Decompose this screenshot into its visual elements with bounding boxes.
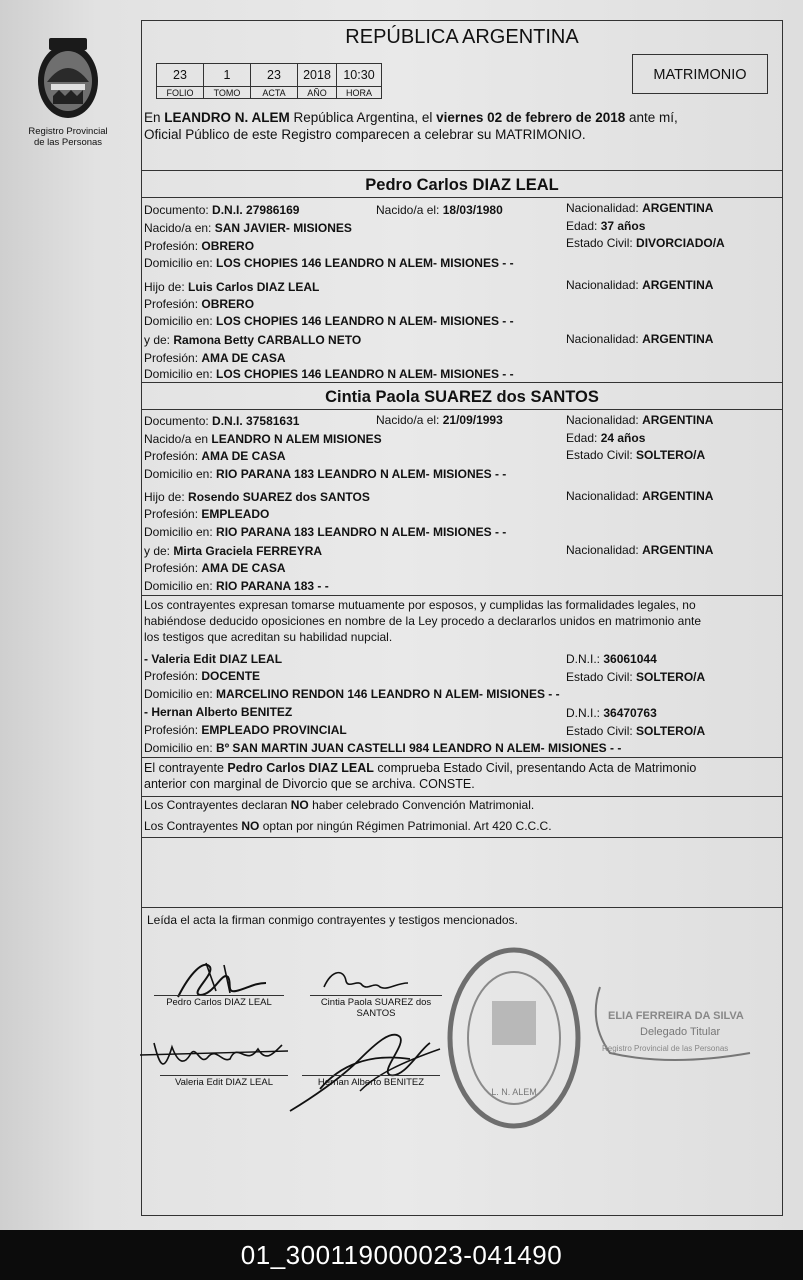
- bride-name-title: Cintia Paola SUAREZ dos SANTOS: [325, 388, 599, 406]
- groom-civil-status: Estado Civil: DIVORCIADO/A: [566, 236, 725, 250]
- groom-name-title: Pedro Carlos DIAZ LEAL: [365, 176, 559, 194]
- bride-birthdate: Nacido/a el: 21/09/1993: [376, 413, 503, 427]
- divider: [142, 837, 782, 838]
- bride-civil-status: Estado Civil: SOLTERO/A: [566, 448, 706, 462]
- declaration-line-2: habiéndose deducido oposiciones en nombre de la Ley procedo a declararlos unidos en matrimonio ante: [144, 614, 702, 628]
- groom-mother-nationality: Nacionalidad: ARGENTINA: [566, 332, 714, 346]
- witness-1-name: - Valeria Edit DIAZ LEAL: [144, 652, 283, 666]
- official-seal-stamp: [444, 945, 584, 1131]
- groom-document: Documento: D.N.I. 27986169: [144, 203, 300, 217]
- official-oval-stamp: [580, 967, 780, 1067]
- bride-mother-nationality: Nacionalidad: ARGENTINA: [566, 543, 714, 557]
- witness-2-profession: Profesión: EMPLEADO PROVINCIAL: [144, 723, 347, 737]
- tomo-value: 1: [204, 64, 251, 87]
- witness-1-address: Domicilio en: MARCELINO RENDON 146 LEANDRO N ALEM- MISIONES - -: [144, 687, 560, 701]
- signature-label-bride: Cintia Paola SUAREZ dos SANTOS: [320, 997, 432, 1019]
- folio-label: FOLIO: [157, 87, 204, 99]
- signature-label-groom: Pedro Carlos DIAZ LEAL: [166, 997, 272, 1008]
- bride-birthplace: Nacido/a en LEANDRO N ALEM MISIONES: [144, 432, 382, 446]
- logo-caption-line2: de las Personas: [33, 137, 103, 148]
- bride-nationality: Nacionalidad: ARGENTINA: [566, 413, 714, 427]
- year-value: 2018: [298, 64, 337, 87]
- witness-2-name: - Hernan Alberto BENITEZ: [144, 705, 293, 719]
- groom-mother-profession: Profesión: AMA DE CASA: [144, 351, 286, 365]
- divider: [142, 409, 782, 410]
- intro-place: LEANDRO N. ALEM: [164, 110, 290, 125]
- witness-1-profession: Profesión: DOCENTE: [144, 669, 261, 683]
- witness-2-address: Domicilio en: Bº SAN MARTIN JUAN CASTELLI 984 LEANDRO N ALEM- MISIONES - -: [144, 741, 622, 755]
- witness-2-civil-status: Estado Civil: SOLTERO/A: [566, 724, 706, 738]
- intro-line-2: Oficial Público de este Registro comparecen a celebrar su MATRIMONIO.: [144, 127, 586, 142]
- divider: [142, 197, 782, 198]
- convention-statement: Los Contrayentes declaran NO haber celebrado Convención Matrimonial.: [144, 798, 535, 812]
- divider: [142, 382, 782, 383]
- bride-mother-address: Domicilio en: RIO PARANA 183 - -: [144, 579, 329, 593]
- divider: [142, 796, 782, 797]
- groom-father-nationality: Nacionalidad: ARGENTINA: [566, 278, 714, 292]
- groom-mother-address: Domicilio en: LOS CHOPIES 146 LEANDRO N ALEM- MISIONES - -: [144, 367, 514, 381]
- witness-1-dni: D.N.I.: 36061044: [566, 652, 657, 666]
- marriage-record-form: [141, 20, 783, 1216]
- bride-document: Documento: D.N.I. 37581631: [144, 414, 300, 428]
- groom-father: Hijo de: Luis Carlos DIAZ LEAL: [144, 280, 320, 294]
- signature-line-witness-1: [160, 1075, 288, 1076]
- acta-value: 23: [251, 64, 298, 87]
- divider: [142, 595, 782, 596]
- signature-line-groom: [154, 995, 284, 996]
- intro-text-1: En: [144, 110, 165, 125]
- groom-birthdate: Nacido/a el: 18/03/1980: [376, 203, 503, 217]
- witness-2-dni: D.N.I.: 36470763: [566, 706, 657, 720]
- signature-witness-2-ink: [280, 1019, 460, 1119]
- civil-status-note: El contrayente Pedro Carlos DIAZ LEAL comprueba Estado Civil, presentando Acta de Matrimonio anterior con marginal de Divorcio que se archiva. CONSTE.: [144, 760, 780, 792]
- note-line-2: anterior con marginal de Divorcio que se archiva. CONSTE.: [144, 777, 475, 791]
- signature-label-witness-1: Valeria Edit DIAZ LEAL: [174, 1077, 274, 1088]
- declaration-line-1: Los contrayentes expresan tomarse mutuamente por esposos, y cumplidas las formalidades legales, no: [144, 598, 696, 612]
- province-shield-icon: [35, 34, 101, 124]
- divider: [142, 907, 782, 908]
- bride-profession: Profesión: AMA DE CASA: [144, 449, 286, 463]
- bride-mother: y de: Mirta Graciela FERREYRA: [144, 544, 323, 558]
- intro-text-2: República Argentina, el: [289, 110, 437, 125]
- svg-text:ELIA FERREIRA DA SILVA: ELIA FERREIRA DA SILVA: [608, 1010, 744, 1022]
- bride-father-profession: Profesión: EMPLEADO: [144, 507, 270, 521]
- intro-paragraph: [144, 109, 780, 143]
- signature-line-bride: [310, 995, 442, 996]
- tomo-label: TOMO: [204, 87, 251, 99]
- declaration-line-3: los testigos que acreditan su habilidad nupcial.: [144, 630, 393, 644]
- patrimonial-regime-statement: Los Contrayentes NO optan por ningún Régimen Patrimonial. Art 420 C.C.C.: [144, 819, 552, 833]
- bride-father-nationality: Nacionalidad: ARGENTINA: [566, 489, 714, 503]
- intro-date: viernes 02 de febrero de 2018: [436, 110, 626, 125]
- bride-age: Edad: 24 años: [566, 431, 646, 445]
- groom-address: Domicilio en: LOS CHOPIES 146 LEANDRO N ALEM- MISIONES - -: [144, 256, 514, 270]
- divider: [142, 757, 782, 758]
- document-code-bar: 01_300119000023-041490: [0, 1230, 803, 1280]
- bride-mother-profession: Profesión: AMA DE CASA: [144, 561, 286, 575]
- groom-profession: Profesión: OBRERO: [144, 239, 255, 253]
- act-type-box: MATRIMONIO: [632, 54, 768, 94]
- registry-fields-table: [156, 63, 382, 99]
- groom-age: Edad: 37 años: [566, 219, 646, 233]
- signature-label-witness-2: Hernan Alberto BENITEZ: [317, 1077, 425, 1088]
- country-title: REPÚBLICA ARGENTINA: [345, 26, 579, 48]
- signature-line-witness-2: [302, 1075, 440, 1076]
- intro-text-3: ante mí,: [625, 110, 678, 125]
- signing-statement: Leída el acta la firman conmigo contrayentes y testigos mencionados.: [147, 913, 518, 927]
- groom-father-address: Domicilio en: LOS CHOPIES 146 LEANDRO N ALEM- MISIONES - -: [144, 314, 514, 328]
- groom-nationality: Nacionalidad: ARGENTINA: [566, 201, 714, 215]
- svg-text:Delegado Titular: Delegado Titular: [640, 1026, 721, 1038]
- divider: [142, 170, 782, 171]
- year-label: AÑO: [298, 87, 337, 99]
- svg-text:L. N. ALEM: L. N. ALEM: [491, 1087, 537, 1097]
- groom-mother: y de: Ramona Betty CARBALLO NETO: [144, 333, 362, 347]
- signature-bride-ink: [318, 961, 418, 997]
- bride-address: Domicilio en: RIO PARANA 183 LEANDRO N ALEM- MISIONES - -: [144, 467, 507, 481]
- groom-father-profession: Profesión: OBRERO: [144, 297, 255, 311]
- registry-logo: [18, 34, 118, 148]
- declaration-paragraph: [144, 597, 780, 645]
- bride-father: Hijo de: Rosendo SUAREZ dos SANTOS: [144, 490, 370, 504]
- acta-label: ACTA: [251, 87, 298, 99]
- groom-birthplace: Nacido/a en: SAN JAVIER- MISIONES: [144, 221, 352, 235]
- witness-1-civil-status: Estado Civil: SOLTERO/A: [566, 670, 706, 684]
- hour-label: HORA: [337, 87, 382, 99]
- folio-value: 23: [157, 64, 204, 87]
- hour-value: 10:30: [337, 64, 382, 87]
- bride-father-address: Domicilio en: RIO PARANA 183 LEANDRO N ALEM- MISIONES - -: [144, 525, 507, 539]
- svg-text:Registro Provincial de las Per: Registro Provincial de las Personas: [602, 1044, 729, 1053]
- logo-caption-line1: Registro Provincial: [28, 126, 108, 137]
